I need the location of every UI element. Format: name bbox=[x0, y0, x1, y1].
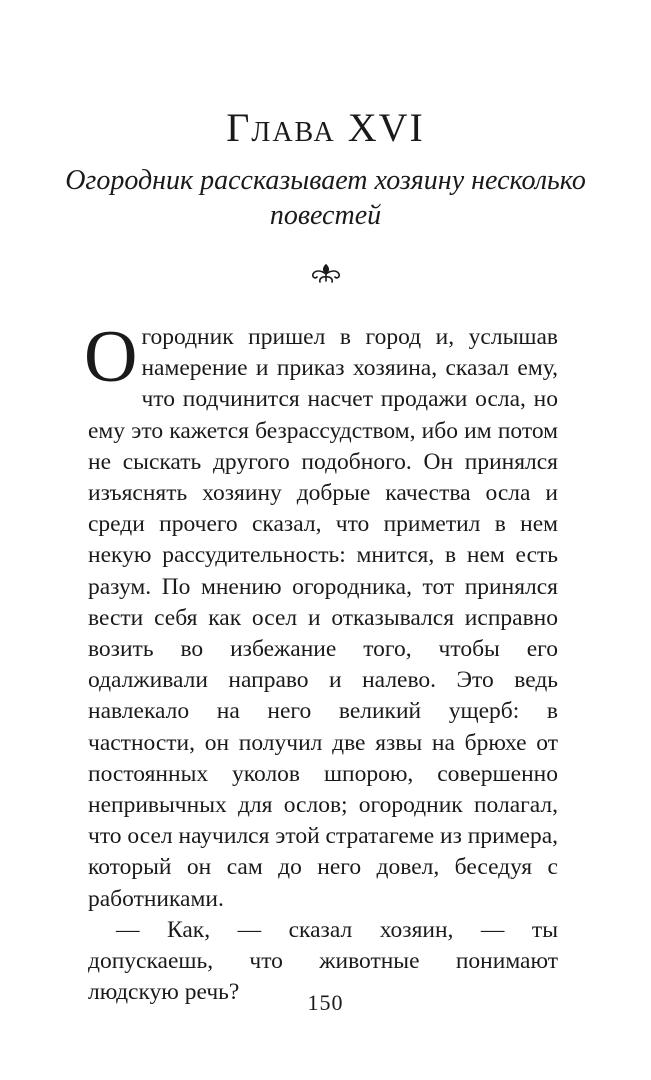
paragraph-1-text: городник пришел в город и, услышав намерение и приказ хозяина, сказал ему, что подчинится насчет продажи осла, но ему это кажется безрассудством, ибо им потом не сыскать другого подобного. Он принялся изъяснять хозяину добрые качества осла и среди прочего сказал, что приметил в нем некую рассудительность: мнится, в нем есть разум. По мнению огородника, тот принялся вести себя как осел и отказывался исправно возить во избежание того, чтобы его одалживали направо и налево. Это ведь навлекало на него великий ущерб: в частности, он получил две язвы на брюхе от постоянных уколов шпорою, совершенно непривычных для ослов; огородник полагал, что осел научился этой стратагеме из примера, который он сам до него довел, беседуя с работниками. bbox=[88, 324, 559, 912]
chapter-title: Глава XVI bbox=[226, 105, 425, 150]
page-number: 150 bbox=[307, 990, 344, 1015]
chapter-body bbox=[84, 316, 559, 1008]
paragraph-1 bbox=[84, 316, 559, 915]
fleuron-icon bbox=[309, 262, 343, 284]
drop-cap: О bbox=[84, 316, 138, 398]
chapter-subtitle: Огородник рассказывает хозяину несколько повестей bbox=[65, 165, 586, 231]
paragraph-2: — Как, — сказал хозяин, — ты допускаешь, что животные понимают людскую речь? bbox=[88, 916, 558, 1006]
